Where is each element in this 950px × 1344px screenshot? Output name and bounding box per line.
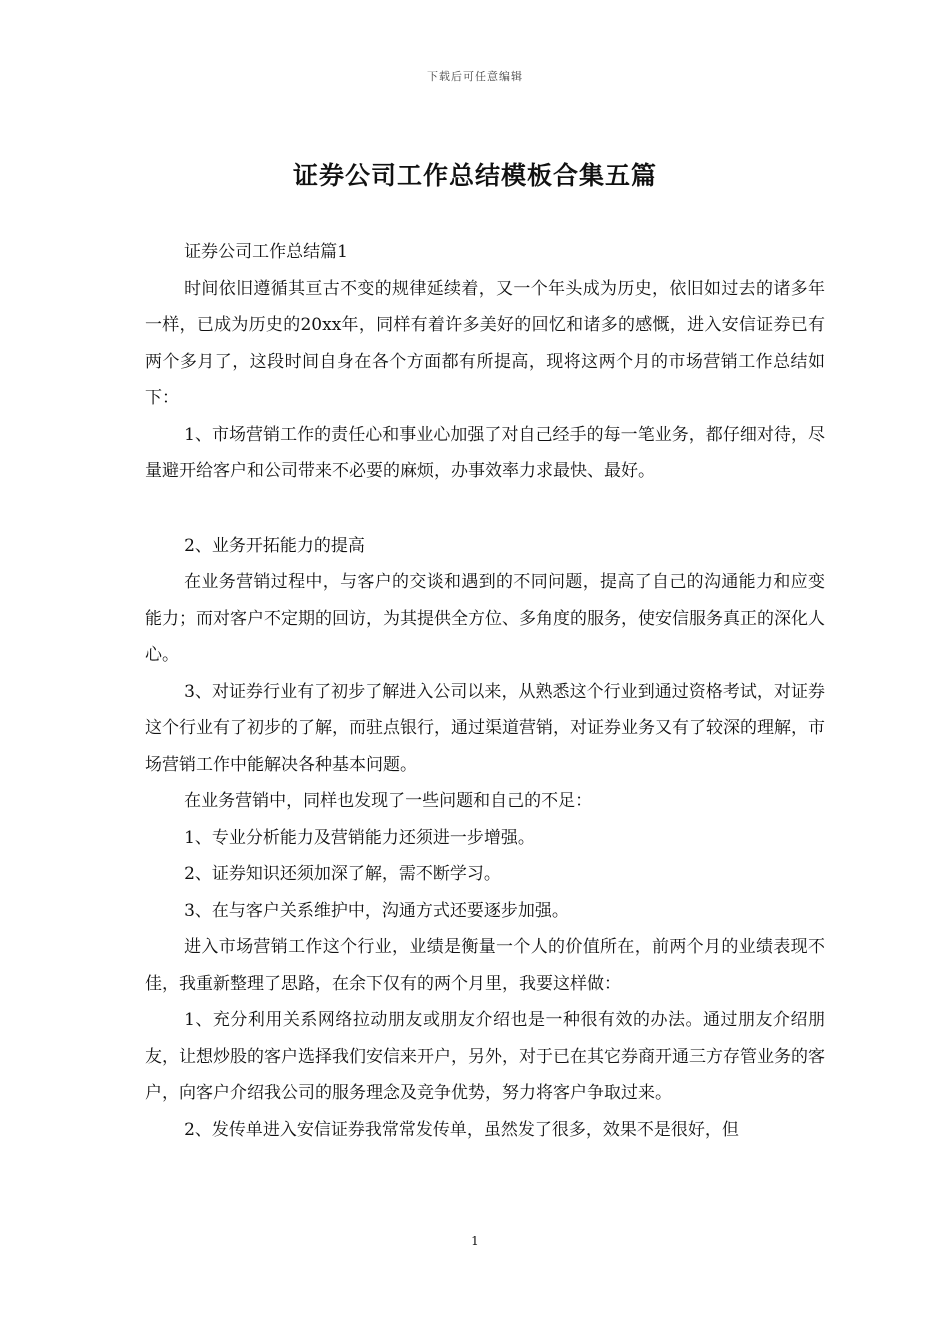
paragraph: 在业务营销中，同样也发现了一些问题和自己的不足： [184,791,593,811]
paragraph: 时间依旧遵循其亘古不变的规律延续着，又一个年头成为历史，依旧如过去的诸多年一样，已成为历史的20xx年，同样有着许多美好的回忆和诸多的感慨，进入安信证券已有两个多月了，这段时间自身在各个方面都有所提高，现将这两个月的市场营销工作总结如下： [145,278,825,408]
paragraph: 1、市场营销工作的责任心和事业心加强了对自己经手的每一笔业务，都仔细对待，尽量避开给客户和公司带来不必要的麻烦，办事效率力求最快、最好。 [145,424,825,481]
paragraph: 在业务营销过程中，与客户的交谈和遇到的不同问题，提高了自己的沟通能力和应变能力；而对客户不定期的回访，为其提供全方位、多角度的服务，使安信服务真正的深化人心。 [145,572,825,665]
section-heading: 证券公司工作总结篇1 [184,242,348,262]
page-number: 1 [471,1234,479,1248]
paragraph: 进入市场营销工作这个行业，业绩是衡量一个人的价值所在，前两个月的业绩表现不佳，我重新整理了思路，在余下仅有的两个月里，我要这样做： [145,937,825,994]
document-title: 证券公司工作总结模板合集五篇 [292,161,657,190]
paragraph: 1、专业分析能力及营销能力还须进一步增强。 [184,827,535,848]
paragraph: 2、发传单进入安信证券我常常发传单，虽然发了很多，效果不是很好，但 [184,1119,739,1140]
paragraph: 3、对证券行业有了初步了解进入公司以来，从熟悉这个行业到通过资格考试，对证券这个行业有了初步的了解，而驻点银行，通过渠道营销，对证券业务又有了较深的理解，市场营销工作中能解决各种基本问题。 [145,681,825,775]
paragraph: 3、在与客户关系维护中，沟通方式还要逐步加强。 [184,900,569,921]
paragraph: 2、证券知识还须加深了解，需不断学习。 [184,864,501,884]
paragraph: 2、业务开拓能力的提高 [184,535,365,556]
paragraph: 1、充分利用关系网络拉动朋友或朋友介绍也是一种很有效的办法。通过朋友介绍朋友，让想炒股的客户选择我们安信来开户，另外，对于已在其它券商开通三方存管业务的客户，向客户介绍我公司的服务理念及竞争优势，努力将客户争取过来。 [145,1010,825,1103]
document-body [145,234,825,1148]
header-note: 下载后可任意编辑 [427,70,523,83]
